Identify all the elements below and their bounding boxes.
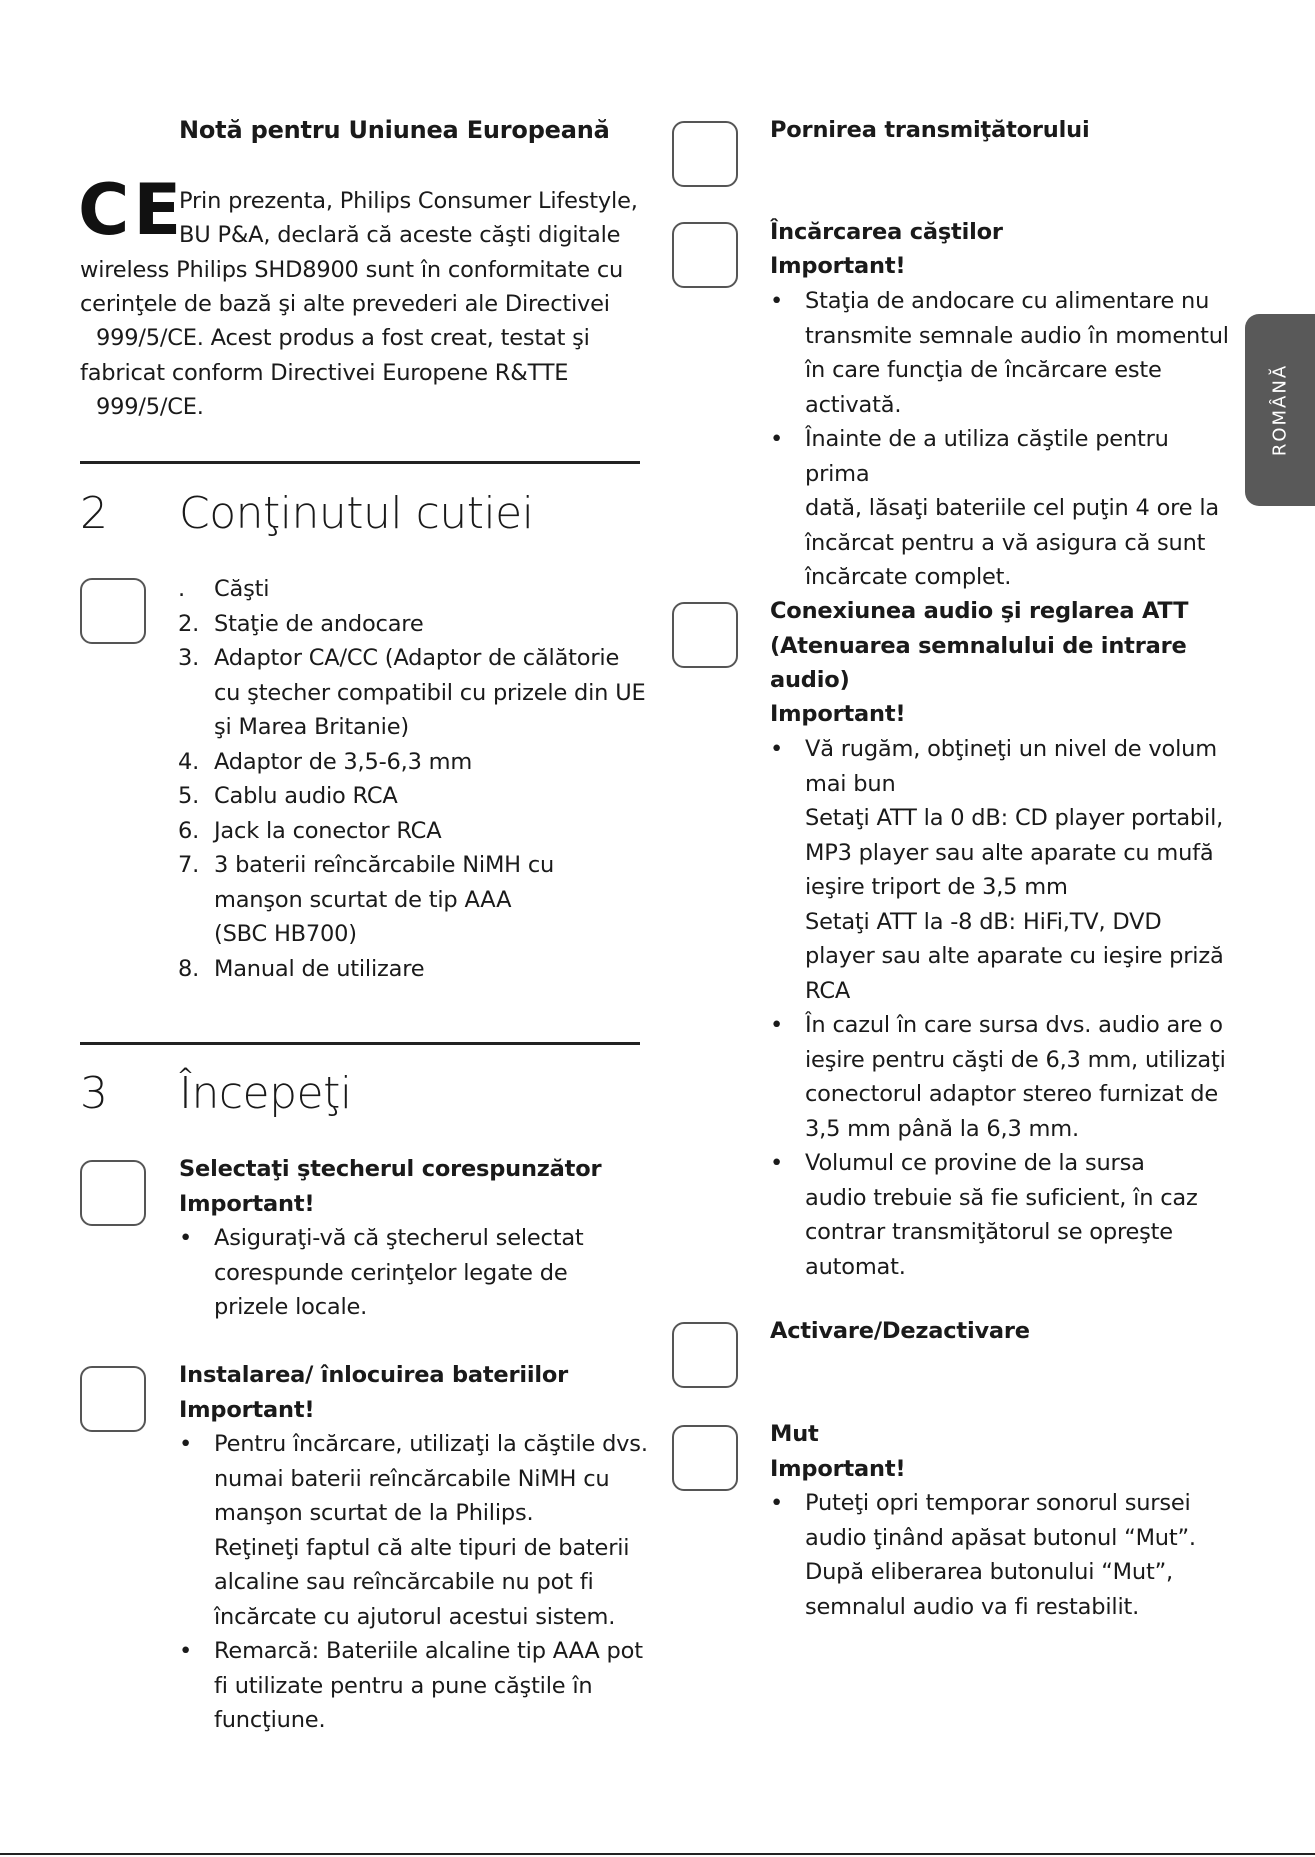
page-bottom-rule xyxy=(0,1853,1315,1855)
section-number: 2 xyxy=(80,488,108,539)
bullet-item: • Staţia de andocare cu alimentare nu transmite semnale audio în momentul în care funcţia de încărcare este activată. xyxy=(770,284,1240,422)
subsection-title: Pornirea transmiţătorului xyxy=(770,117,1090,143)
bullet-item: • Vă rugăm, obţineţi un nivel de volum mai bun Setaţi ATT la 0 dB: CD player portabil, MP3 player sau alte aparate cu mufă ieşire triport de 3,5 mm Setaţi ATT la -8 dB: HiFi,TV, DVD player sau alte aparate cu ieşire priză RCA xyxy=(770,732,1250,1008)
list-item: . Căşti xyxy=(178,576,270,602)
eu-note-line: fabricat conform Directivei Europene R&TTE xyxy=(80,360,569,386)
section-title: Conţinutul cutiei xyxy=(179,488,534,539)
bullet-icon: • xyxy=(179,1638,193,1664)
bullet-icon: • xyxy=(770,426,784,452)
list-item: 4. Adaptor de 3,5-6,3 mm xyxy=(178,748,473,775)
eu-note-line: BU P&A, declară că aceste căşti digitale xyxy=(179,222,621,248)
bullet-item: • Asiguraţi-vă că ştecherul selectat corespunde cerinţelor legate de prizele locale. xyxy=(179,1221,639,1325)
eu-note-line: 999/5/CE. xyxy=(96,394,204,420)
section-divider xyxy=(80,1042,640,1045)
illustration-placeholder xyxy=(672,121,738,187)
subsection-title: Instalarea/ înlocuirea bateriilor xyxy=(179,1362,569,1388)
list-item: 7. 3 baterii reîncărcabile NiMH cu manşon scurtat de tip AAA (SBC HB700) xyxy=(178,852,555,947)
bullet-item: • În cazul în care sursa dvs. audio are o ieşire pentru căşti de 6,3 mm, utilizaţi conectorul adaptor stereo furnizat de 3,5 mm până la 6,3 mm. xyxy=(770,1008,1250,1146)
eu-note-line: wireless Philips SHD8900 sunt în conformitate cu xyxy=(80,257,624,283)
bullet-icon: • xyxy=(770,736,784,762)
illustration-placeholder xyxy=(80,1366,146,1432)
bullet-item: • Înainte de a utiliza căştile pentru prima dată, lăsaţi bateriile cel puţin 4 ore la încărcat pentru a vă asigura că sunt încărcate complet. xyxy=(770,422,1240,595)
subsection-title: Selectaţi ştecherul corespunzător xyxy=(179,1156,602,1182)
language-tab xyxy=(1245,314,1315,506)
ce-mark-logo: CE xyxy=(78,169,186,251)
subsection-title: Încărcarea căştilor xyxy=(770,219,1003,245)
subsection-title: Conexiunea audio şi reglarea ATT (Atenuarea semnalului de intrare audio) xyxy=(770,598,1189,693)
list-item: 3. Adaptor CA/CC (Adaptor de călătorie cu ştecher compatibil cu prizele din UE şi Marea Britanie) xyxy=(178,645,646,740)
eu-note-line: Prin prezenta, Philips Consumer Lifestyle, xyxy=(179,188,638,214)
language-tab-label: ROMÂNĂ xyxy=(1269,363,1291,457)
illustration-placeholder xyxy=(80,1160,146,1226)
contents-list xyxy=(178,572,654,986)
section-number: 3 xyxy=(80,1068,108,1119)
list-item: 2. Staţie de andocare xyxy=(178,610,424,637)
eu-note-line: cerinţele de bază şi alte prevederi ale Directivei xyxy=(80,291,610,317)
bullet-item: • Remarcă: Bateriile alcaline tip AAA pot fi utilizate pentru a pune căştile în funcţiune. xyxy=(179,1634,649,1738)
illustration-placeholder xyxy=(672,222,738,288)
bullet-icon: • xyxy=(179,1431,193,1457)
list-item: 8. Manual de utilizare xyxy=(178,955,425,982)
section-title: Începeţi xyxy=(179,1068,352,1119)
bullet-icon: • xyxy=(179,1225,193,1251)
bullet-icon: • xyxy=(770,1150,784,1176)
important-label: Important! xyxy=(179,1397,315,1423)
section-divider xyxy=(80,461,640,464)
bullet-item: • Volumul ce provine de la sursa audio trebuie să fie suficient, în caz contrar transmiţătorul se opreşte automat. xyxy=(770,1146,1250,1284)
important-label: Important! xyxy=(179,1191,315,1217)
eu-note-line: 999/5/CE. Acest produs a fost creat, testat şi xyxy=(96,325,590,351)
bullet-icon: • xyxy=(770,1490,784,1516)
list-item: 6. Jack la conector RCA xyxy=(178,817,442,844)
important-label: Important! xyxy=(770,1456,906,1482)
eu-note-title: Notă pentru Uniunea Europeană xyxy=(179,116,610,144)
bullet-icon: • xyxy=(770,288,784,314)
bullet-item: • Puteţi opri temporar sonorul sursei audio ţinând apăsat butonul “Mut”. După eliberarea butonului “Mut”, semnalul audio va fi restabilit. xyxy=(770,1486,1240,1624)
illustration-placeholder xyxy=(672,602,738,668)
illustration-placeholder xyxy=(672,1322,738,1388)
illustration-placeholder xyxy=(80,578,146,644)
list-item: 5. Cablu audio RCA xyxy=(178,783,398,809)
subsection-title: Activare/Dezactivare xyxy=(770,1318,1030,1344)
illustration-placeholder xyxy=(672,1425,738,1491)
bullet-icon: • xyxy=(770,1012,784,1038)
bullet-item: • Pentru încărcare, utilizaţi la căştile dvs. numai baterii reîncărcabile NiMH cu manşon scurtat de la Philips. Reţineţi faptul că alte tipuri de baterii alcaline sau reîncărcabile nu pot fi încărcate cu ajutorul acestui sistem. xyxy=(179,1427,649,1634)
important-label: Important! xyxy=(770,253,906,279)
important-label: Important! xyxy=(770,701,906,727)
subsection-title: Mut xyxy=(770,1421,819,1447)
